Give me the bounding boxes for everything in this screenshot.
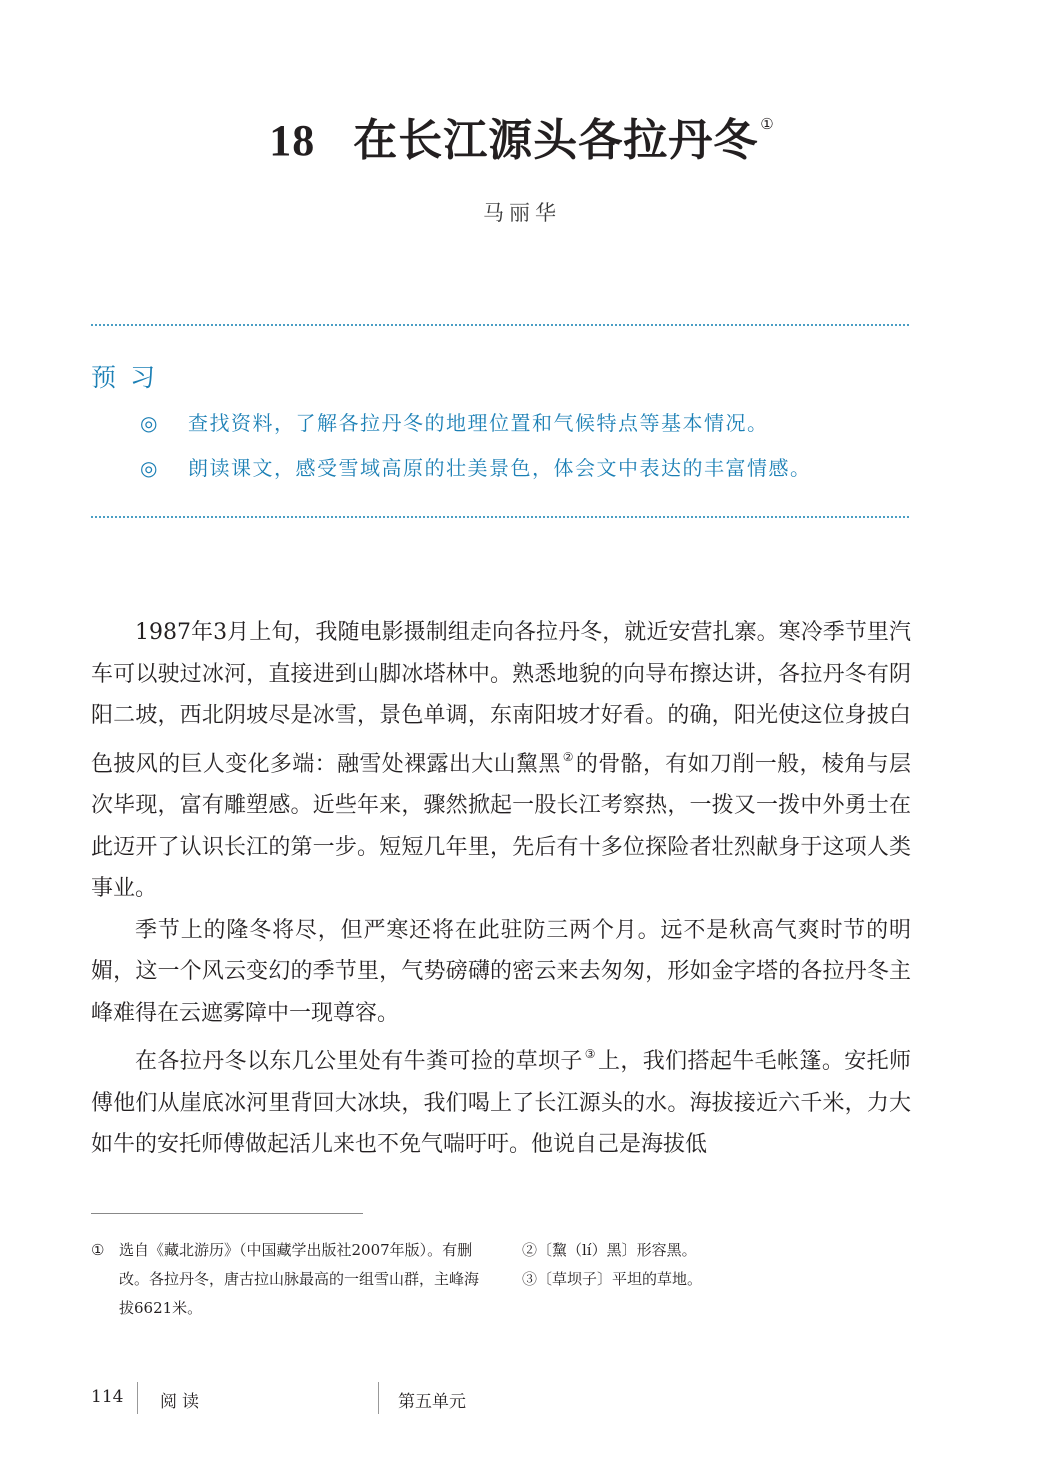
preview-bottom-divider — [91, 516, 909, 518]
footnote-1 — [91, 1236, 491, 1323]
paragraph-text: 在各拉丹冬以东几公里处有牛粪可捡的草坝子 — [135, 1049, 583, 1074]
bullet-icon: ◎ — [140, 456, 159, 480]
preview-item-text: 朗读课文，感受雪域高原的壮美景色，体会文中表达的丰富情感。 — [188, 456, 812, 480]
footnote-2: ②〔黧（lí）黑〕形容黑。 — [522, 1241, 697, 1259]
footnote-rule — [91, 1213, 363, 1214]
lesson-number: 18 — [269, 116, 316, 165]
footnote-1-text: 选自《藏北游历》（中国藏学出版社2007年版）。有删改。各拉丹冬，唐古拉山脉最高的一组雪山群，主峰海拔6621米。 — [119, 1241, 480, 1317]
paragraph — [91, 1034, 911, 1166]
footnote-3: ③〔草坝子〕平坦的草地。 — [522, 1270, 703, 1288]
bullet-icon: ◎ — [140, 411, 159, 435]
footnotes-right — [522, 1236, 902, 1294]
lesson-title — [0, 104, 1044, 168]
article-body — [91, 612, 911, 1166]
page-number: 114 — [91, 1387, 124, 1407]
paragraph — [91, 612, 911, 910]
preview-top-divider — [91, 324, 909, 326]
footnote-mark[interactable]: ② — [562, 749, 574, 764]
footnote-mark[interactable]: ③ — [584, 1047, 596, 1061]
lesson-title-text: 在长江源头各拉丹冬 — [353, 115, 759, 166]
title-footnote-mark[interactable]: ① — [760, 115, 775, 133]
footnote-1-mark: ① — [91, 1241, 105, 1259]
paragraph-text: 的骨骼，有如刀削一般，棱角与层次毕现，富有雕塑感。近些年来，骤然掀起一股长江考察热，一拨又一拨中外勇士在此迈开了认识长江的第一步。短短几年里，先后有十多位探险者壮烈献身于这项人类事业。 — [91, 751, 911, 901]
footer-divider — [137, 1382, 138, 1414]
paragraph: 季节上的隆冬将尽，但严寒还将在此驻防三两个月。远不是秋高气爽时节的明媚，这一个风云变幻的季节里，气势磅礴的密云来去匆匆，形如金字塔的各拉丹冬主峰难得在云遮雾障中一现尊容。 — [91, 917, 911, 1026]
footer-section: 阅读 — [160, 1392, 204, 1412]
footer-divider — [378, 1382, 379, 1414]
author: 马丽华 — [483, 201, 561, 225]
preview-item — [140, 452, 812, 481]
paragraph-text: 1987年3月上旬，我随电影摄制组走向各拉丹冬，就近安营扎寨。寒冷季节里汽车可以驶过冰河，直接进到山脚冰塔林中。熟悉地貌的向导布擦达讲，各拉丹冬有阴阳二坡，西北阴坡尽是冰雪，景色单调，东南阳坡才好看。的确，阳光使这位身披白色披风的巨人变化多端：融雪处裸露出大山黧黑 — [91, 620, 911, 777]
preview-heading: 预习 — [91, 363, 170, 392]
preview-item — [140, 407, 769, 436]
footer-unit: 第五单元 — [398, 1392, 466, 1412]
preview-item-text: 查找资料，了解各拉丹冬的地理位置和气候特点等基本情况。 — [188, 411, 769, 435]
paragraph-text: 上，我们搭起牛毛帐篷。安托师傅他们从崖底冰河里背回大冰块，我们喝上了长江源头的水。海拔接近六千米，力大如牛的安托师傅做起活儿来也不免气喘吁吁。他说自己是海拔低 — [91, 1049, 911, 1157]
